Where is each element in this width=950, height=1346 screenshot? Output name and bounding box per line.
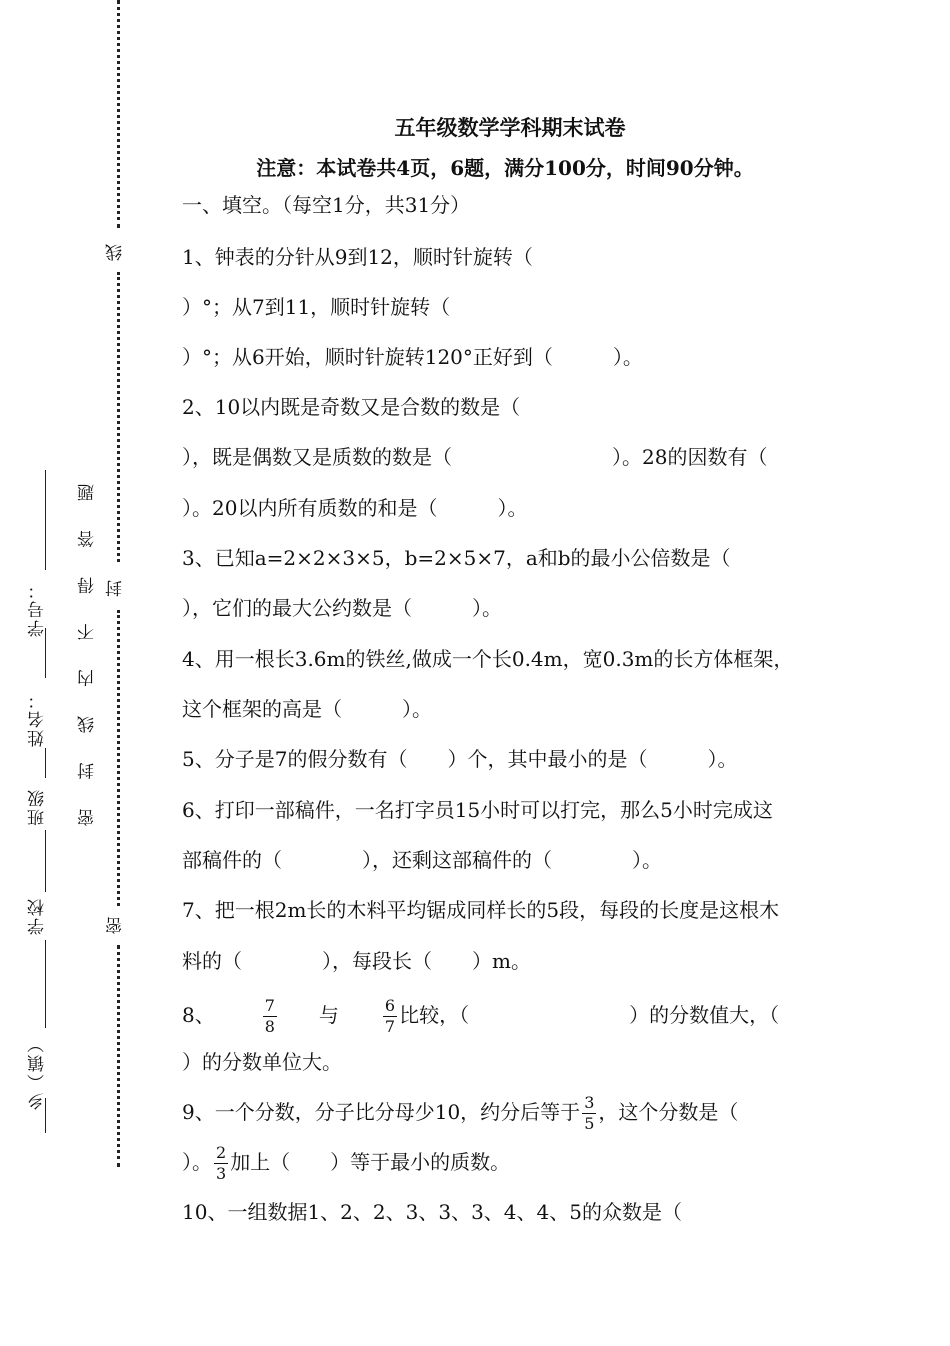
q8-fraction-a-den: 8	[264, 1017, 275, 1036]
q10-line: 10、一组数据1、2、2、3、3、3、4、4、5的众数是（	[182, 1200, 682, 1224]
binding-warning-text: 密 封 线 内 不 得 答 题	[78, 472, 98, 826]
q8-with: 与	[318, 1003, 339, 1027]
q3-line-a: 3、已知a=2×2×3×5，b=2×5×7，a和b的最小公倍数是（	[182, 546, 731, 570]
q9-fraction	[582, 1093, 596, 1134]
field-xingming-label: 姓名：	[28, 690, 48, 747]
field-xiang-label: 乡（镇）	[28, 1034, 48, 1110]
q8-fraction-a-num: 7	[264, 996, 275, 1015]
q8-suffix: 比较，（ ）的分数值大，（	[399, 1003, 780, 1027]
q7-line-a: 7、把一根2m长的木料平均锯成同样长的5段，每段的长度是这根木	[182, 898, 780, 922]
q8-fraction-b-den: 7	[384, 1017, 396, 1036]
q9-fraction-den: 5	[584, 1114, 595, 1133]
q4-line-a: 4、用一根长3.6m的铁丝,做成一个长0.4m，宽0.3m的长方体框架，	[182, 647, 794, 671]
q9-line-b	[182, 1140, 510, 1184]
q6-line-a: 6、打印一部稿件，一名打字员15小时可以打完，那么5小时完成这	[182, 798, 773, 822]
q4-line-b: 这个框架的高是（ ）。	[182, 697, 432, 721]
exam-title: 五年级数学学科期末试卷	[394, 115, 626, 140]
field-line-3	[45, 748, 46, 778]
field-line-6	[45, 1098, 46, 1133]
q9b-fraction-den: 3	[216, 1164, 227, 1183]
binding-label-mi: 密	[106, 915, 126, 934]
q1-line-b: ）°；从7到11，顺时针旋转（	[182, 295, 451, 319]
section-heading: 一、填空。（每空1分，共31分）	[182, 193, 471, 217]
exam-notice: 注意：本试卷共4页，6题，满分100分，时间90分钟。	[256, 156, 754, 180]
q9b-suffix: 加上（ ）等于最小的质数。	[230, 1150, 511, 1174]
field-line-2	[45, 628, 46, 678]
binding-label-xian: 线	[106, 242, 126, 261]
q2-line-b: ），既是偶数又是质数的数是（ ）。28的因数有（	[182, 445, 768, 469]
q1-line-c: ）°；从6开始，顺时针旋转120°正好到（ ）。	[182, 345, 643, 369]
q3-line-b: ），它们的最大公约数是（ ）。	[182, 596, 502, 620]
binding-dotted-line-lower	[117, 610, 120, 906]
q8-fraction-b	[383, 996, 397, 1037]
q5-line: 5、分子是7的假分数有（ ）个，其中最小的是（ ）。	[182, 747, 738, 771]
q8-fraction-b-num: 6	[384, 996, 396, 1015]
q8-fraction-a	[263, 996, 277, 1037]
q8-prefix: 8、	[182, 1003, 215, 1027]
q9b-fraction-num: 2	[216, 1143, 227, 1162]
q8-line-b: ）的分数单位大。	[182, 1050, 342, 1074]
binding-dotted-line-bottom	[117, 945, 120, 1167]
field-xuehao-label: 学号：	[28, 580, 48, 637]
q2-line-a: 2、10以内既是奇数又是合数的数是（	[182, 395, 521, 419]
field-line-4	[45, 830, 46, 892]
q7-line-b: 料的（ ），每段长（ ）m。	[182, 949, 531, 973]
q2-line-c: ）。20以内所有质数的和是（ ）。	[182, 496, 528, 520]
q9-prefix: 9、一个分数，分子比分母少10，约分后等于	[182, 1100, 581, 1124]
binding-label-feng: 封	[106, 578, 126, 597]
field-line-5	[45, 940, 46, 1028]
q9-line-a	[182, 1090, 738, 1134]
q9b-fraction	[214, 1143, 228, 1184]
field-banji-label: 班级	[28, 788, 48, 826]
q9-suffix: ，这个分数是（	[598, 1100, 739, 1124]
field-xuexiao-label: 学校	[28, 897, 48, 935]
binding-dotted-line-mid	[117, 272, 120, 562]
q8-line-a	[182, 995, 779, 1035]
q9b-prefix: ）。	[182, 1150, 212, 1174]
q9-fraction-num: 3	[584, 1093, 595, 1112]
field-line-1	[45, 470, 46, 570]
q6-line-b: 部稿件的（ ），还剩这部稿件的（ ）。	[182, 848, 662, 872]
q1-line-a: 1、钟表的分针从9到12，顺时针旋转（	[182, 245, 533, 269]
